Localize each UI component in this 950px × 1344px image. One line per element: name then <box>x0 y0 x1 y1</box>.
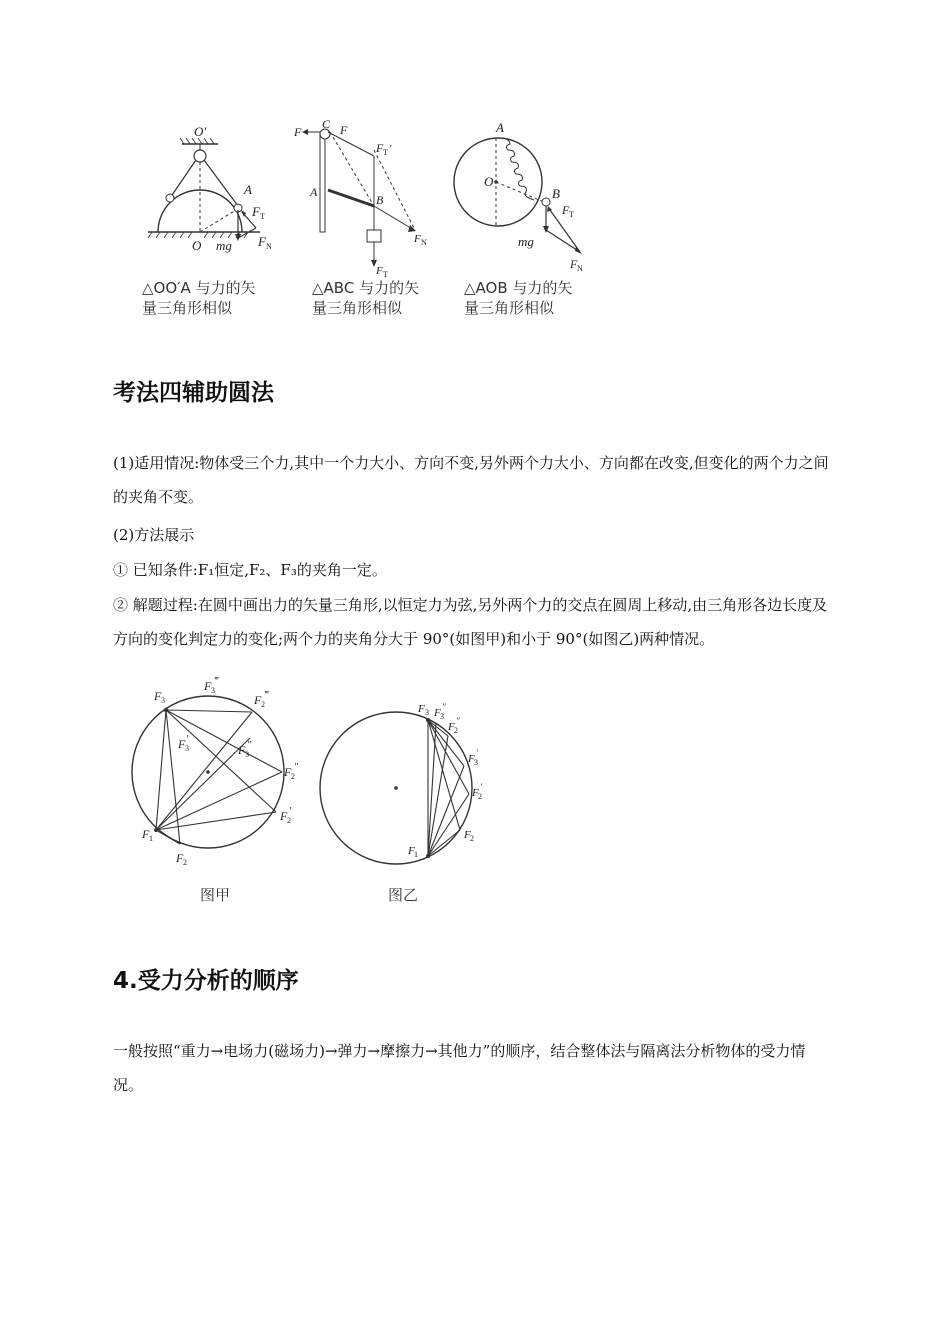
svg-text:F: F <box>408 845 415 857</box>
svg-text:F: F <box>418 703 425 715</box>
svg-text:F: F <box>294 125 302 139</box>
svg-text:F: F <box>280 809 288 823</box>
svg-text:F: F <box>340 123 348 137</box>
figure-circle-jia <box>120 672 320 882</box>
svg-text:O: O <box>484 174 494 189</box>
paragraph-solution-process: ② 解题过程:在圆中画出力的矢量三角形,以恒定力为弦,另外两个力的交点在圆周上移动,由三角形各边长度及方向的变化判定力的变化;两个力的夹角分大于 90°(如图甲)和小于 90°(如图乙)两种情况。 <box>113 596 828 648</box>
svg-text:F: F <box>142 827 150 841</box>
svg-text:3: 3 <box>161 696 165 705</box>
svg-text:′: ′ <box>289 806 292 817</box>
svg-text:′: ′ <box>476 748 478 758</box>
svg-text:F: F <box>468 753 475 765</box>
section-title-force-order: 4.受力分析的顺序 <box>113 968 299 994</box>
svg-text:′: ′ <box>389 143 392 155</box>
svg-text:A: A <box>244 182 252 197</box>
svg-text:F: F <box>570 257 578 271</box>
svg-text:F: F <box>154 689 162 703</box>
svg-text:3: 3 <box>185 744 189 753</box>
svg-text:A: A <box>496 120 504 135</box>
svg-text:F: F <box>464 829 471 841</box>
paragraph-method-display: (2)方法展示 <box>113 526 195 544</box>
svg-text:″: ″ <box>294 762 299 773</box>
svg-text:′: ′ <box>186 734 189 745</box>
svg-text:2: 2 <box>470 834 474 843</box>
figure-ring-spring-triangle <box>452 118 602 278</box>
svg-text:N: N <box>266 242 272 251</box>
svg-text:T: T <box>383 148 388 157</box>
paragraph-applicable-case: (1)适用情况:物体受三个力,其中一个力大小、方向不变,另外两个力大小、方向都在改变,但变化的两个力之间的夹角不变。 <box>113 454 829 506</box>
svg-text:T: T <box>383 270 388 278</box>
svg-text:F: F <box>448 721 455 733</box>
figure-hemisphere-triangle <box>140 118 290 268</box>
svg-text:2: 2 <box>183 858 187 867</box>
section-title-auxiliary-circle: 考法四辅助圆法 <box>113 380 274 406</box>
svg-text:N: N <box>421 238 427 247</box>
svg-text:3: 3 <box>211 686 215 695</box>
svg-text:B: B <box>552 186 560 201</box>
svg-text:3: 3 <box>245 750 249 759</box>
svg-text:F: F <box>204 679 212 693</box>
svg-text:3: 3 <box>474 758 478 767</box>
figure-rod-pulley-triangle <box>290 118 440 278</box>
caption-figure-1: △OO′A 与力的矢 量三角形相似 <box>142 279 256 317</box>
svg-text:O: O <box>192 238 202 253</box>
svg-text:2: 2 <box>287 816 291 825</box>
svg-text:B: B <box>376 193 384 207</box>
svg-text:F: F <box>562 203 570 217</box>
paragraph-known-conditions: ① 已知条件:F₁恒定,F₂、F₃的夹角一定。 <box>113 561 387 579</box>
svg-text:mg: mg <box>216 238 232 253</box>
svg-text:3: 3 <box>425 708 429 717</box>
svg-text:T: T <box>260 212 265 221</box>
svg-text:″: ″ <box>247 740 252 751</box>
caption-figure-2: △ABC 与力的矢 量三角形相似 <box>312 279 420 317</box>
svg-text:3: 3 <box>440 712 444 721</box>
svg-text:F: F <box>414 233 421 245</box>
paragraph-force-order: 一般按照“重力→电场力(磁场力)→弹力→摩擦力→其他力”的顺序，结合整体法与隔离法分析物体的受力情况。 <box>113 1042 806 1094</box>
svg-text:F: F <box>238 743 246 757</box>
svg-text:2: 2 <box>261 700 265 709</box>
figure-circle-yi <box>316 690 506 880</box>
svg-text:A: A <box>310 185 318 199</box>
svg-text:2: 2 <box>478 792 482 801</box>
svg-text:C: C <box>322 118 331 131</box>
svg-text:1: 1 <box>149 834 153 843</box>
svg-text:F: F <box>376 141 384 155</box>
svg-text:2: 2 <box>291 772 295 781</box>
svg-text:2: 2 <box>454 726 458 735</box>
svg-text:″: ″ <box>442 702 446 712</box>
svg-text:F: F <box>258 234 266 249</box>
svg-text:F: F <box>472 787 479 799</box>
svg-text:F: F <box>254 693 262 707</box>
svg-text:1: 1 <box>414 850 418 859</box>
svg-text:mg: mg <box>518 234 534 249</box>
svg-text:F: F <box>178 737 186 751</box>
caption-figure-3: △AOB 与力的矢 量三角形相似 <box>464 279 573 317</box>
svg-text:O′: O′ <box>194 124 207 139</box>
svg-text:N: N <box>577 264 583 273</box>
svg-text:T: T <box>569 210 574 219</box>
svg-text:′: ′ <box>480 782 482 792</box>
svg-text:‴: ‴ <box>264 690 269 701</box>
svg-text:F: F <box>252 204 260 219</box>
figure-label-jia: 图甲 <box>200 886 231 904</box>
svg-text:F: F <box>176 851 184 865</box>
svg-text:F: F <box>376 265 383 277</box>
svg-text:F: F <box>284 765 292 779</box>
svg-text:″: ″ <box>456 716 460 726</box>
svg-text:‴: ‴ <box>214 676 219 687</box>
svg-text:F: F <box>434 707 441 719</box>
figure-label-yi: 图乙 <box>388 886 419 904</box>
